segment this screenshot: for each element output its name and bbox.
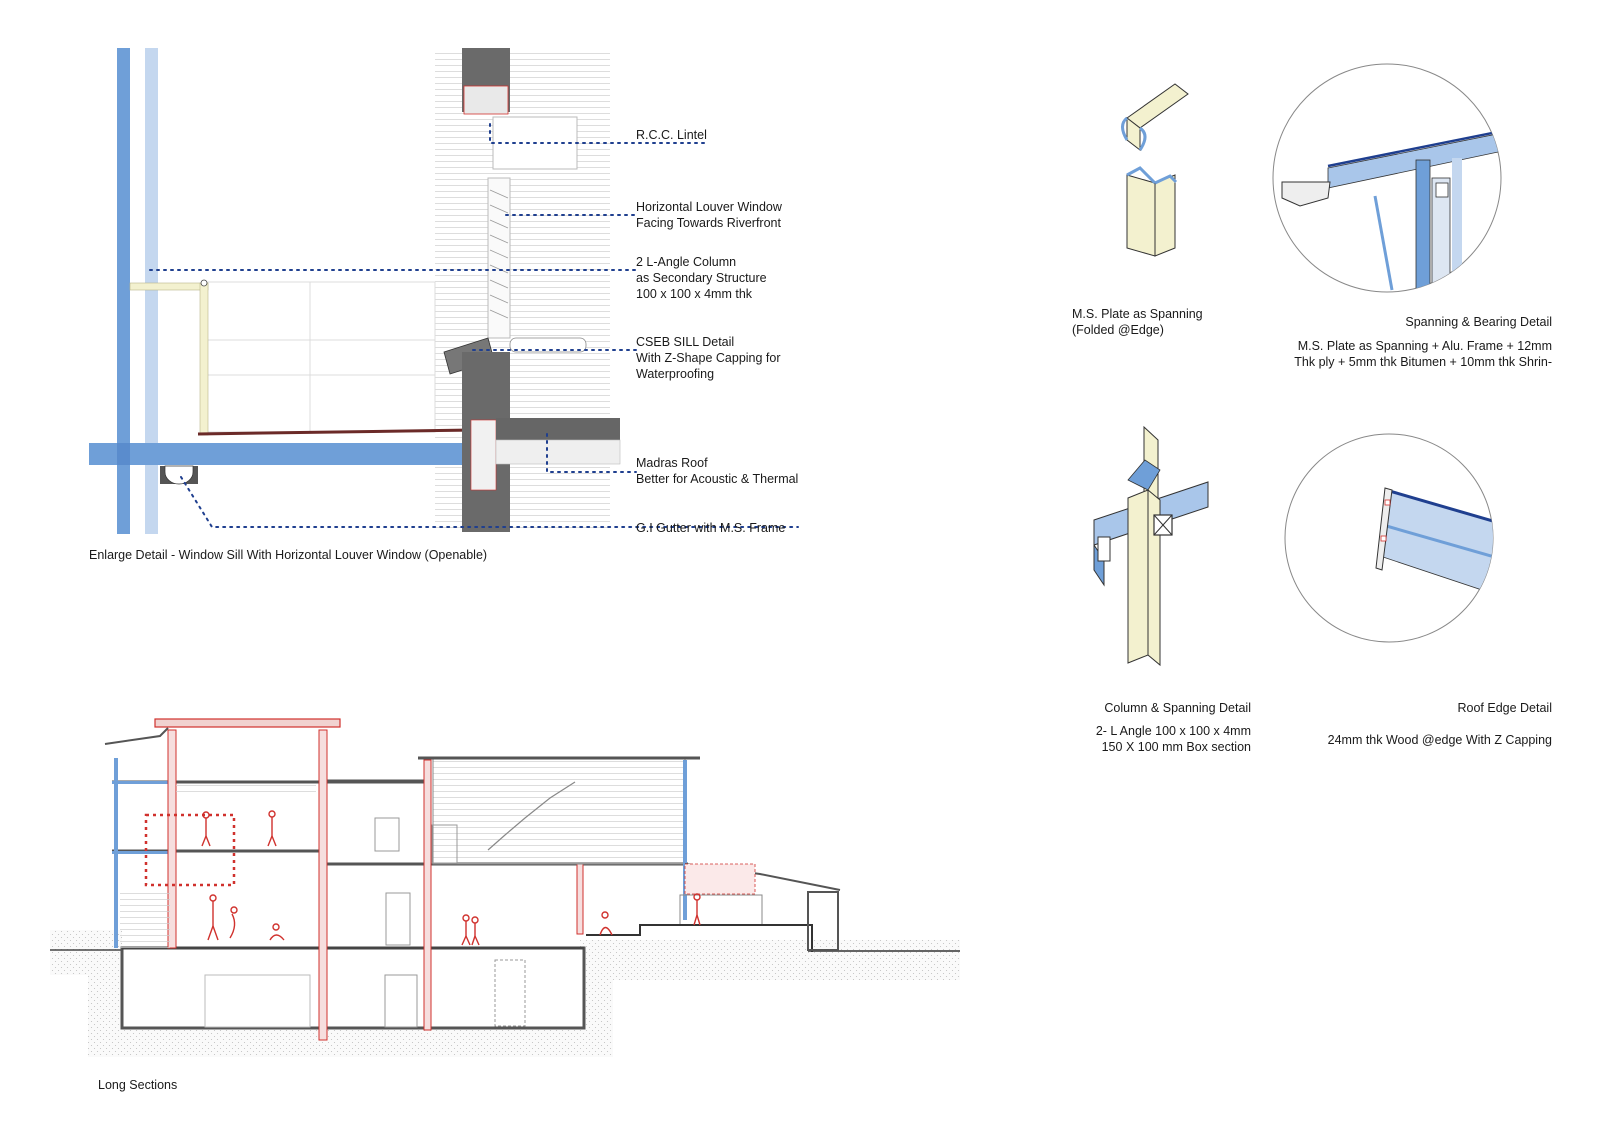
basement — [122, 948, 584, 1028]
desc-column-spanning: 2- L Angle 100 x 100 x 4mm 150 X 100 mm Box section — [1095, 724, 1251, 754]
l-angle-top — [130, 283, 208, 290]
desc-spanning-bearing: M.S. Plate as Spanning + Alu. Frame + 12mm Thk ply + 5mm thk Bitumen + 10mm thk Shrin- — [1294, 339, 1552, 369]
floor-slab — [496, 418, 620, 440]
label-gi-gutter: G.I Gutter with M.S. Frame — [636, 521, 786, 535]
roof-red — [155, 719, 340, 727]
bolt-icon — [201, 280, 207, 286]
caption-long-sections: Long Sections — [98, 1078, 178, 1092]
label-madras-roof: Madras Roof Better for Acoustic & Thermal — [636, 456, 799, 486]
title-roof-edge: Roof Edge Detail — [1457, 701, 1552, 715]
interior-frame-lines — [205, 282, 435, 432]
rcc-lintel — [464, 86, 508, 114]
long-section-drawing — [50, 719, 960, 1057]
rcc-beam-section — [471, 420, 496, 490]
title-ms-plate: M.S. Plate as Spanning (Folded @Edge) — [1072, 307, 1203, 337]
ms-plate-drawing — [1123, 84, 1189, 256]
label-rcc-lintel: R.C.C. Lintel — [636, 128, 707, 142]
label-l-angle-column: 2 L-Angle Column as Secondary Structure 100 x 100 x 4mm thk — [636, 255, 767, 301]
l-angle-post — [200, 283, 208, 435]
desc-roof-edge: 24mm thk Wood @edge With Z Capping — [1327, 733, 1552, 747]
title-column-spanning: Column & Spanning Detail — [1104, 701, 1251, 715]
roof-beam — [89, 443, 471, 465]
roof-edge-circle — [1285, 434, 1510, 642]
column-spanning-drawing — [1094, 427, 1208, 665]
title-spanning-bearing: Spanning & Bearing Detail — [1405, 315, 1552, 329]
label-cseb-sill: CSEB SILL Detail With Z-Shape Capping for Waterproofing — [636, 335, 781, 381]
spanning-bearing-circle — [1273, 64, 1517, 300]
upper-hall — [433, 758, 685, 864]
label-louver-window: Horizontal Louver Window Facing Towards Riverfront — [636, 200, 782, 230]
madras-roof-slab — [198, 430, 472, 434]
caption-enlarge-detail: Enlarge Detail - Window Sill With Horizontal Louver Window (Openable) — [89, 548, 488, 562]
